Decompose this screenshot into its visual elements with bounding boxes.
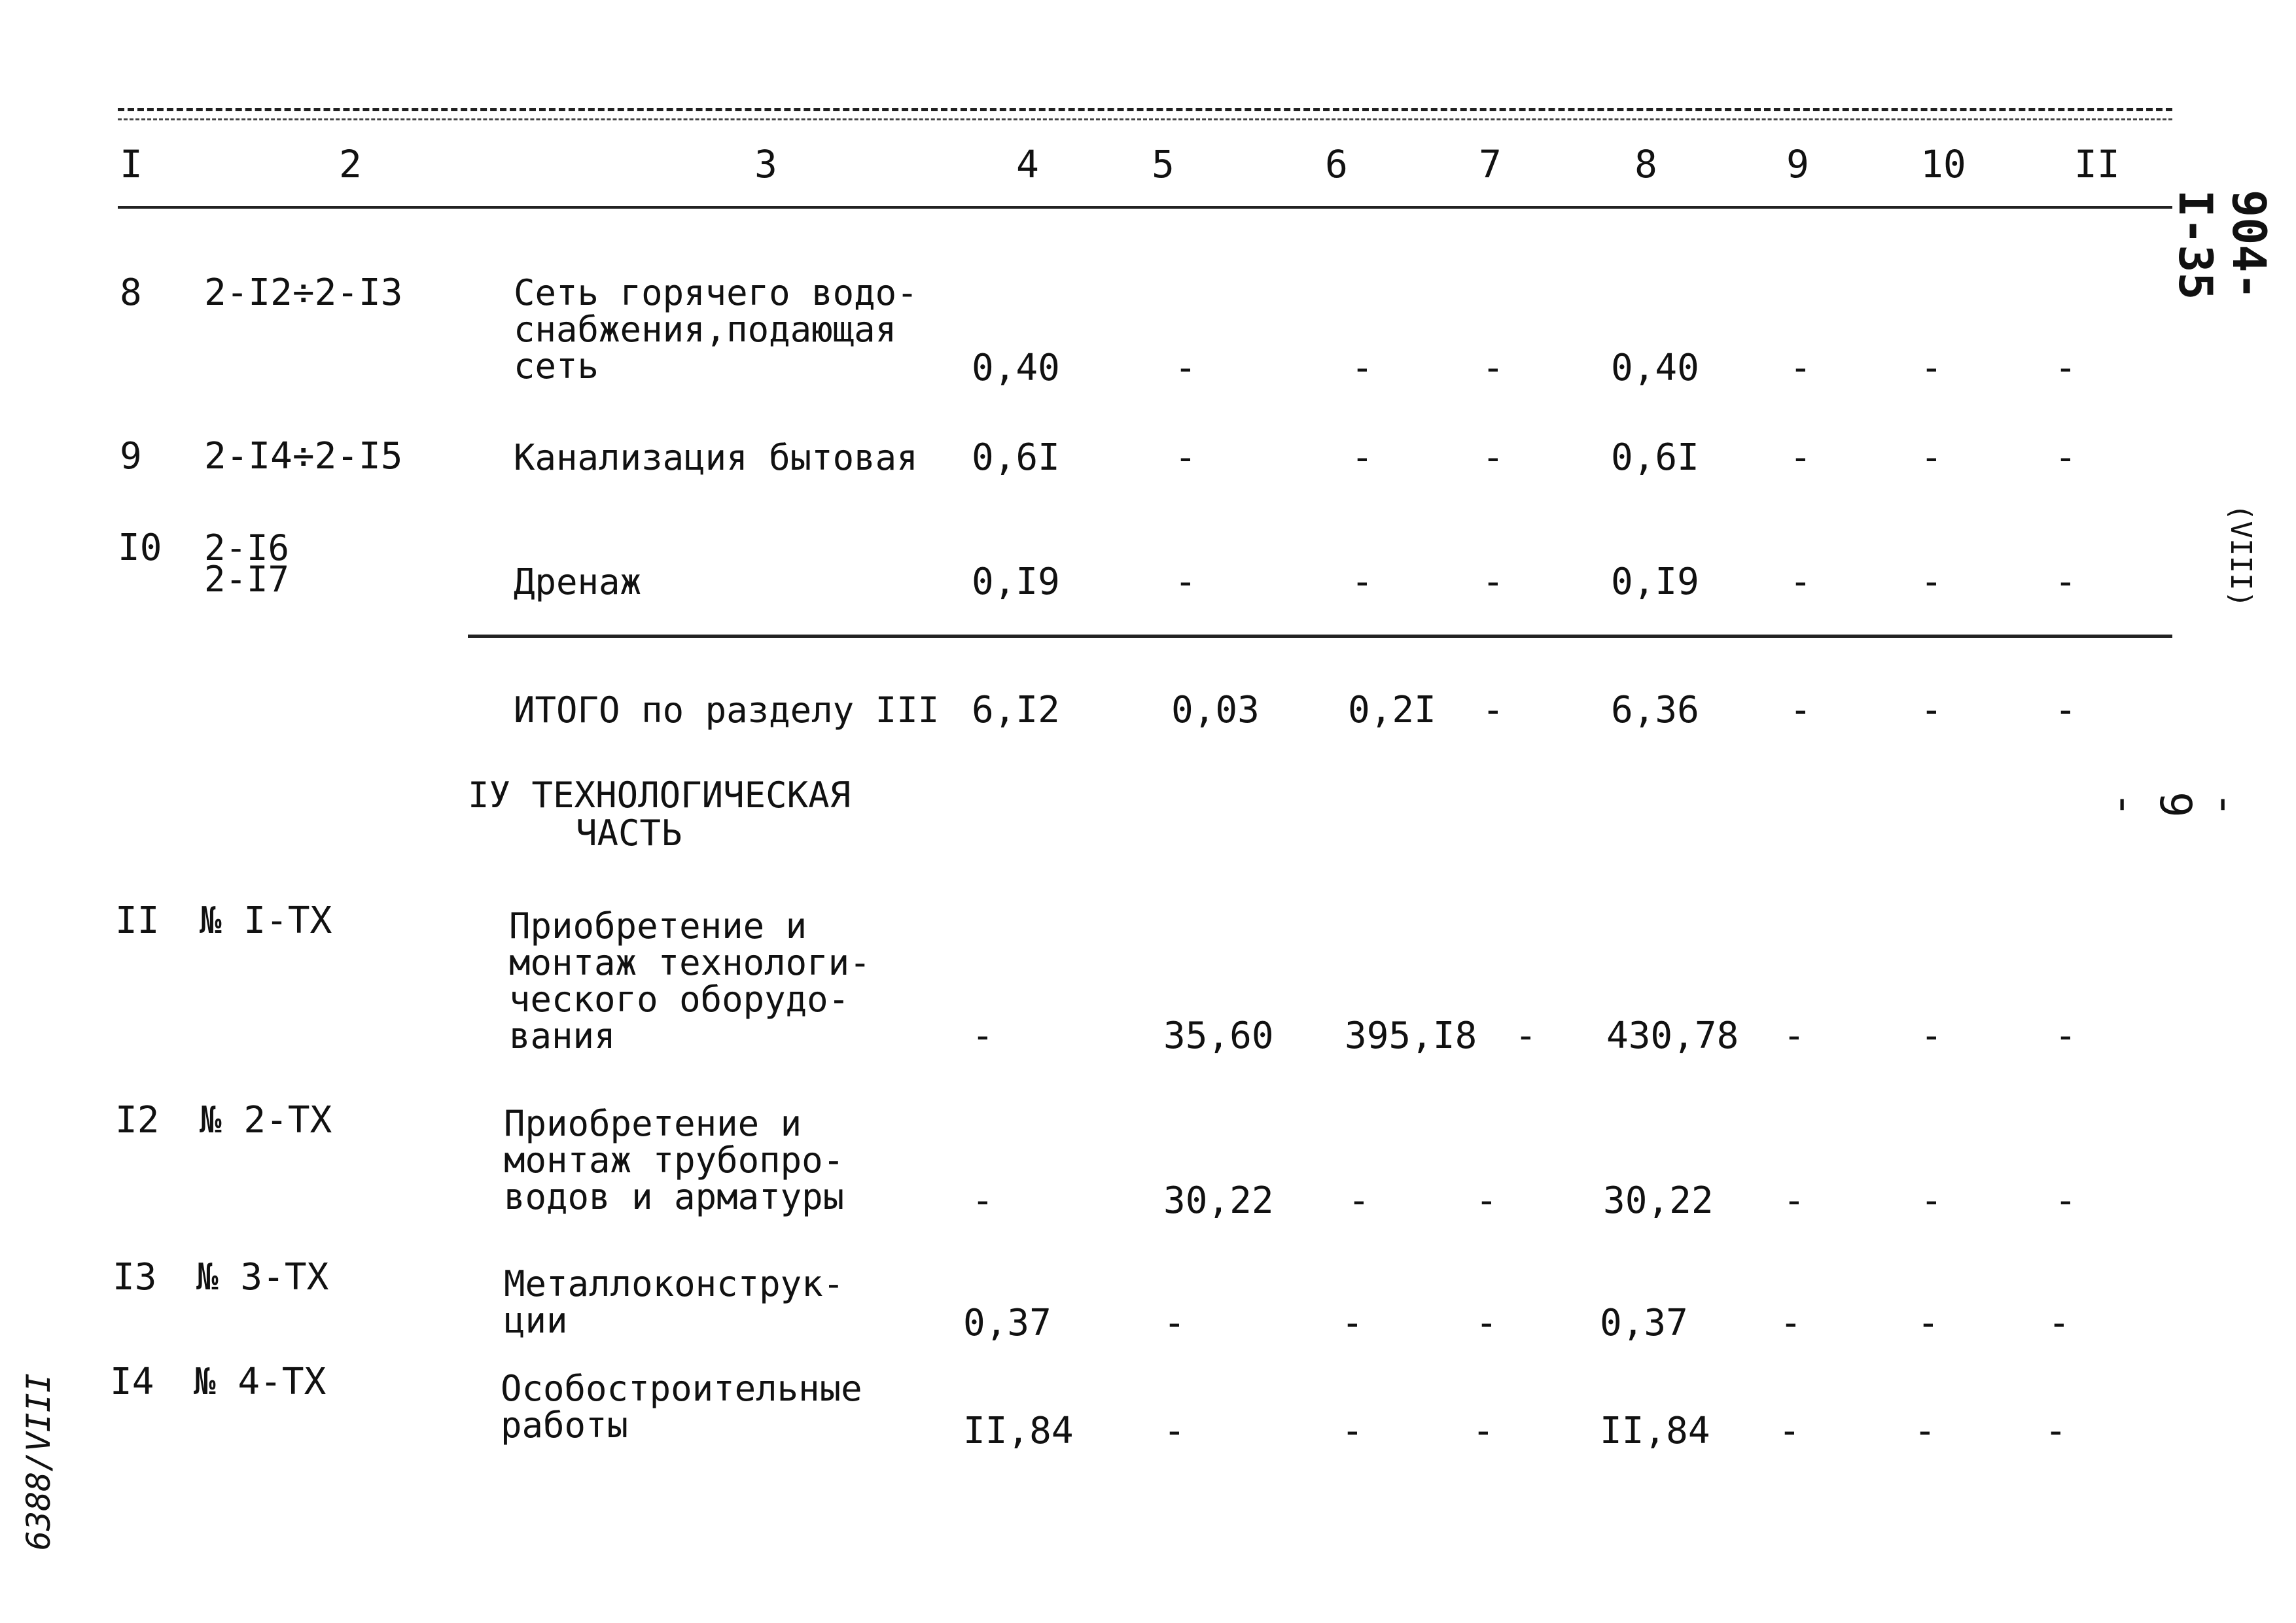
cell-col-9: - [1778, 1410, 1801, 1452]
row-description: Дренаж [514, 561, 642, 602]
row-number: 9 [120, 435, 142, 478]
cell-col-10: - [1917, 1302, 1939, 1344]
document-code: 904-I-35 [2168, 190, 2276, 300]
row-code: 2-I7 [204, 559, 290, 600]
cell-col-9: - [1780, 1302, 1802, 1344]
cell-col-5: - [1163, 1302, 1186, 1344]
total-col-4: 6,I2 [972, 689, 1060, 731]
row-description: водов и арматуры [504, 1176, 845, 1217]
total-col-8: 6,36 [1611, 689, 1699, 731]
cell-col-4: 0,I9 [972, 561, 1060, 603]
row-description: Канализация бытовая [514, 437, 918, 478]
cell-col-5: 30,22 [1163, 1179, 1274, 1222]
row-description: работы [501, 1405, 629, 1446]
header-col-1: I [120, 142, 143, 186]
header-col-7: 7 [1479, 142, 1502, 186]
cell-col-11: - [2055, 561, 2077, 603]
row-description: Сеть горячего водо- [514, 272, 918, 313]
cell-col-5: - [1174, 436, 1197, 479]
cell-col-4: - [972, 1179, 994, 1222]
header-col-11: II [2074, 142, 2120, 186]
header-col-6: 6 [1325, 142, 1348, 186]
cell-col-7: - [1482, 561, 1504, 603]
row-code: 2-I6 [204, 527, 290, 568]
header-col-2: 2 [339, 142, 362, 186]
cell-col-7: - [1472, 1410, 1494, 1452]
row-description: снабжения,подающая [514, 309, 897, 350]
subtotal-rule [468, 635, 2172, 638]
row-code: № 2-ТХ [200, 1099, 332, 1142]
cell-col-5: 35,60 [1163, 1015, 1274, 1057]
cell-col-4: - [972, 1015, 994, 1057]
cell-col-9: - [1790, 347, 1812, 389]
cell-col-4: 0,6I [972, 436, 1060, 479]
cell-col-8: 0,37 [1600, 1302, 1688, 1344]
row-description: сеть [514, 345, 599, 387]
cell-col-10: - [1920, 561, 1943, 603]
cell-col-4: II,84 [963, 1410, 1074, 1452]
row-code: № 3-ТХ [196, 1256, 329, 1299]
cell-col-5: - [1163, 1410, 1186, 1452]
row-description: монтаж трубопро- [504, 1140, 845, 1181]
top-double-rule-lower [118, 118, 2172, 120]
row-description: ции [504, 1300, 568, 1341]
row-number: I3 [113, 1256, 157, 1299]
header-col-5: 5 [1152, 142, 1174, 186]
cell-col-11: - [2048, 1302, 2070, 1344]
section-heading: IУ ТЕХНОЛОГИЧЕСКАЯ [468, 775, 851, 816]
cell-col-8: II,84 [1600, 1410, 1710, 1452]
cell-col-6: - [1341, 1302, 1364, 1344]
cell-col-7: - [1475, 1179, 1498, 1222]
cell-col-9: - [1783, 1179, 1805, 1222]
cell-col-11: - [2055, 347, 2077, 389]
cell-col-7: - [1475, 1302, 1498, 1344]
cell-col-6: - [1348, 1179, 1370, 1222]
cell-col-6: - [1341, 1410, 1364, 1452]
cell-col-10: - [1920, 1015, 1943, 1057]
cell-col-11: - [2055, 436, 2077, 479]
total-col-7: - [1482, 689, 1504, 731]
row-code: 2-I2÷2-I3 [204, 271, 403, 314]
row-description: Приобретение и [504, 1103, 802, 1144]
cell-col-6: 395,I8 [1345, 1015, 1477, 1057]
cell-col-11: - [2055, 1179, 2077, 1222]
top-double-rule [118, 108, 2172, 111]
row-number: I2 [115, 1099, 160, 1142]
total-label: ИТОГО по разделу III [514, 689, 940, 731]
cell-col-8: 0,40 [1611, 347, 1699, 389]
cell-col-4: 0,40 [972, 347, 1060, 389]
inventory-number: 6388/VIII [20, 1373, 58, 1550]
cell-col-8: 0,I9 [1611, 561, 1699, 603]
row-number: 8 [120, 271, 142, 314]
cell-col-7: - [1515, 1015, 1537, 1057]
cell-col-8: 430,78 [1606, 1015, 1739, 1057]
cell-col-10: - [1920, 1179, 1943, 1222]
cell-col-11: - [2055, 1015, 2077, 1057]
cell-col-7: - [1482, 347, 1504, 389]
total-col-10: - [1920, 689, 1943, 731]
cell-col-9: - [1783, 1015, 1805, 1057]
row-code: № I-ТХ [200, 899, 332, 942]
header-col-9: 9 [1786, 142, 1809, 186]
cell-col-9: - [1790, 561, 1812, 603]
cell-col-6: - [1351, 561, 1373, 603]
header-col-4: 4 [1016, 142, 1039, 186]
cell-col-11: - [2045, 1410, 2067, 1452]
row-code: 2-I4÷2-I5 [204, 435, 403, 478]
row-number: I4 [110, 1361, 154, 1403]
cell-col-10: - [1920, 347, 1943, 389]
total-col-11: - [2055, 689, 2077, 731]
cell-col-10: - [1914, 1410, 1936, 1452]
header-bottom-rule [118, 206, 2172, 209]
row-description: ческого оборудо- [509, 979, 850, 1020]
header-col-3: 3 [754, 142, 777, 186]
cell-col-8: 30,22 [1603, 1179, 1714, 1222]
cell-col-4: 0,37 [963, 1302, 1051, 1344]
row-description: монтаж технологи- [509, 942, 871, 983]
row-description: Металлоконструк- [504, 1263, 845, 1304]
cell-col-7: - [1482, 436, 1504, 479]
row-description: Особостроительные [501, 1368, 862, 1409]
cell-col-9: - [1790, 436, 1812, 479]
cell-col-6: - [1351, 347, 1373, 389]
header-col-8: 8 [1634, 142, 1657, 186]
total-col-5: 0,03 [1171, 689, 1260, 731]
cell-col-8: 0,6I [1611, 436, 1699, 479]
total-col-9: - [1790, 689, 1812, 731]
total-col-6: 0,2I [1348, 689, 1436, 731]
row-number: I0 [118, 527, 162, 569]
page-number: - 9 - [2100, 792, 2251, 818]
row-code: № 4-ТХ [194, 1361, 327, 1403]
row-description: вания [509, 1015, 616, 1056]
cell-col-5: - [1174, 561, 1197, 603]
cell-col-10: - [1920, 436, 1943, 479]
row-number: II [115, 899, 160, 942]
row-description: Приобретение и [509, 905, 807, 947]
cell-col-6: - [1351, 436, 1373, 479]
cell-col-5: - [1174, 347, 1197, 389]
header-col-10: 10 [1920, 142, 1966, 186]
section-heading: ЧАСТЬ [576, 812, 682, 854]
album-number: (VIII) [2224, 504, 2257, 608]
